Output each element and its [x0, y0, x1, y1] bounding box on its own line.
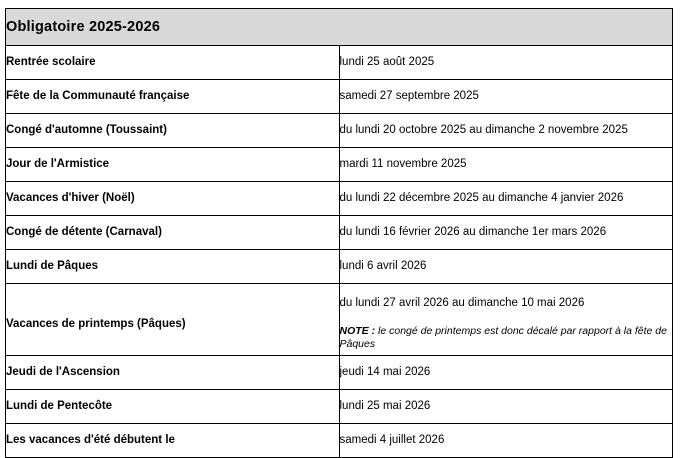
row-label: Congé d'automne (Toussaint) — [6, 114, 340, 148]
table-row — [6, 284, 673, 356]
table-row — [6, 356, 673, 390]
row-value: mardi 11 novembre 2025 — [339, 148, 673, 182]
table-row — [6, 114, 673, 148]
calendar-sheet — [5, 8, 673, 458]
table-row — [6, 216, 673, 250]
table-row — [6, 182, 673, 216]
row-label: Congé de détente (Carnaval) — [6, 216, 340, 250]
row-value: du lundi 27 avril 2026 au dimanche 10 mai 2026 — [339, 296, 585, 309]
row-label: Vacances d'hiver (Noël) — [6, 182, 340, 216]
row-note-prefix: NOTE : — [339, 324, 376, 337]
row-note-text: le congé de printemps est donc décalé par rapport à la fête de Pâques — [339, 324, 667, 351]
table-row — [6, 46, 673, 80]
school-calendar-table — [5, 8, 673, 458]
row-value: du lundi 22 décembre 2025 au dimanche 4 janvier 2026 — [339, 182, 673, 216]
row-label: Fête de la Communauté française — [6, 80, 340, 114]
row-note — [340, 325, 673, 352]
row-label: Lundi de Pentecôte — [6, 390, 340, 424]
table-header-row — [6, 9, 673, 46]
row-label: Les vacances d'été débutent le — [6, 424, 340, 458]
row-label: Jeudi de l'Ascension — [6, 356, 340, 390]
row-label: Vacances de printemps (Pâques) — [6, 284, 340, 356]
row-value: samedi 4 juillet 2026 — [339, 424, 673, 458]
row-value: lundi 25 août 2025 — [339, 46, 673, 80]
table-row — [6, 390, 673, 424]
row-value: samedi 27 septembre 2025 — [339, 80, 673, 114]
row-label: Jour de l'Armistice — [6, 148, 340, 182]
row-value: lundi 25 mai 2026 — [339, 390, 673, 424]
page-title: Obligatoire 2025-2026 — [6, 9, 673, 46]
row-value: lundi 6 avril 2026 — [339, 250, 673, 284]
table-row — [6, 80, 673, 114]
row-value-with-note — [339, 284, 673, 356]
row-value: du lundi 16 février 2026 au dimanche 1er mars 2026 — [339, 216, 673, 250]
row-label: Lundi de Pâques — [6, 250, 340, 284]
row-label: Rentrée scolaire — [6, 46, 340, 80]
table-row — [6, 424, 673, 458]
row-value: jeudi 14 mai 2026 — [339, 356, 673, 390]
table-row — [6, 250, 673, 284]
table-row — [6, 148, 673, 182]
row-value: du lundi 20 octobre 2025 au dimanche 2 novembre 2025 — [339, 114, 673, 148]
